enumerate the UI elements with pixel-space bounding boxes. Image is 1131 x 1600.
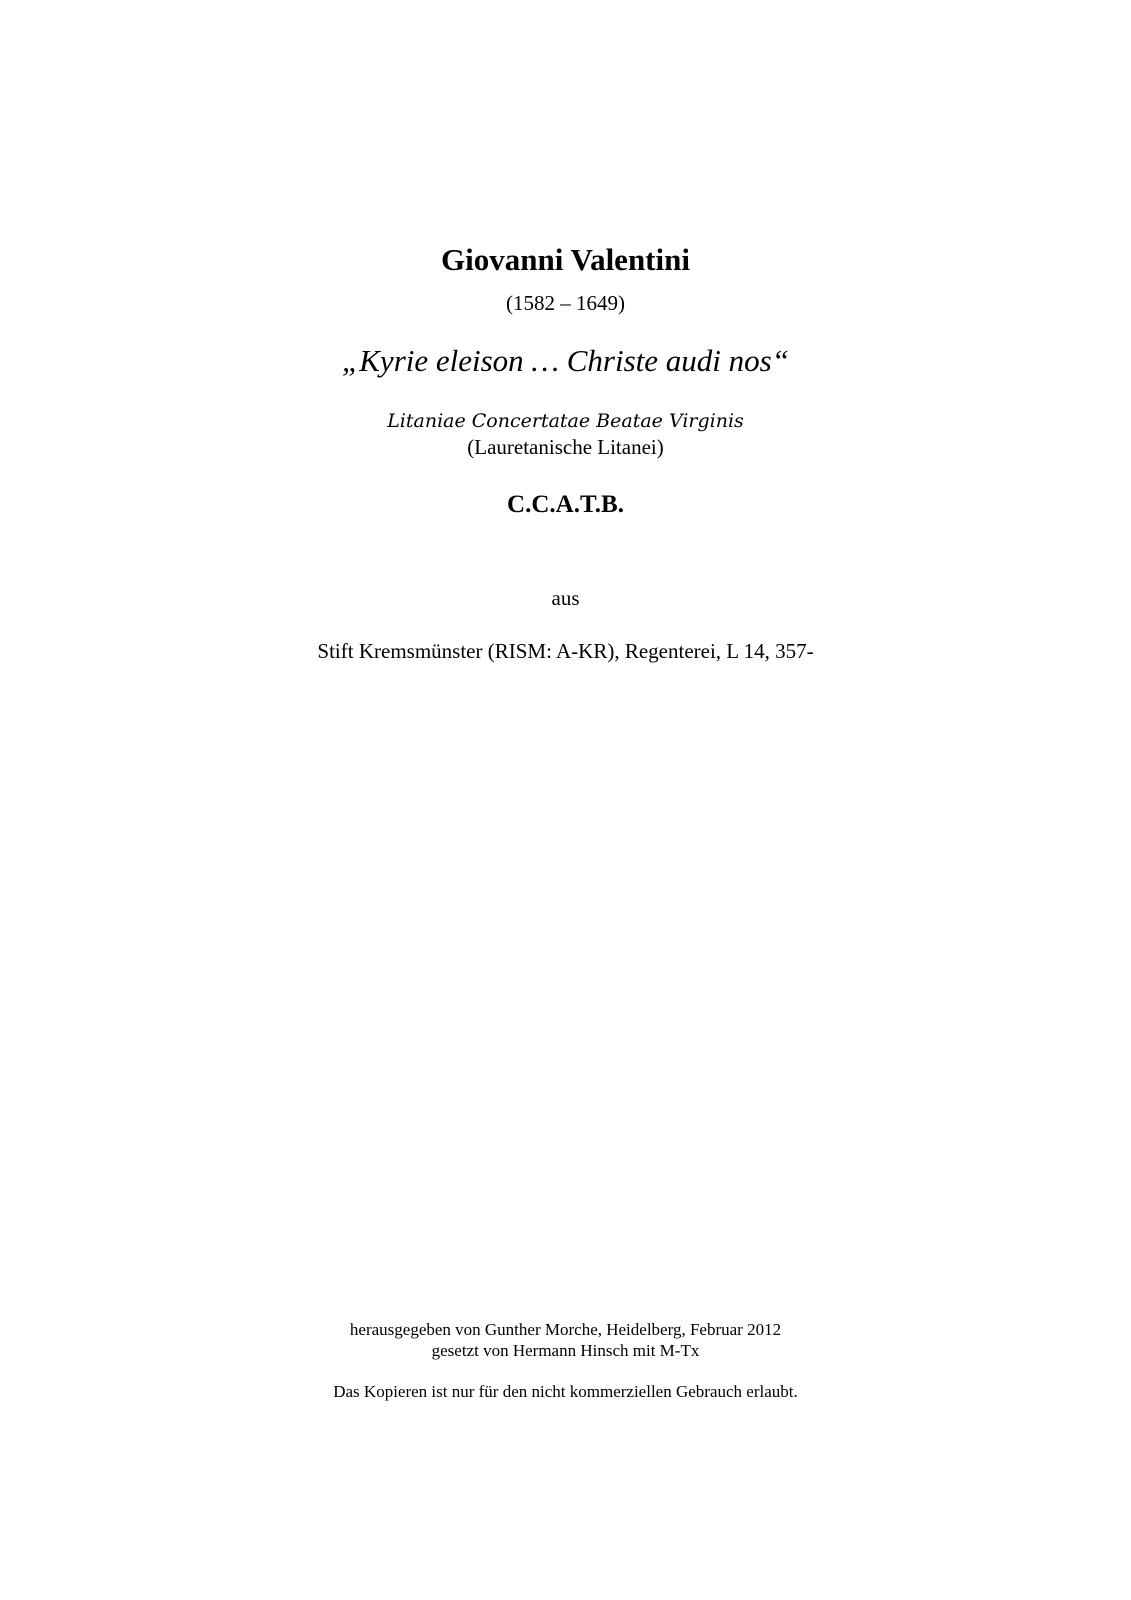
latin-subtitle: Litaniae Concertatae Beatae Virginis bbox=[387, 410, 744, 432]
german-subtitle: (Lauretanische Litanei) bbox=[467, 435, 664, 459]
typesetter-credit: gesetzt von Hermann Hinsch mit M-Tx bbox=[431, 1341, 700, 1360]
editor-credit: herausgegeben von Gunther Morche, Heidelberg, Februar 2012 bbox=[349, 1320, 782, 1339]
composer-name: Giovanni Valentini bbox=[441, 242, 690, 277]
voicing: C.C.A.T.B. bbox=[507, 491, 624, 518]
source-intro: aus bbox=[551, 586, 580, 610]
source-reference: Stift Kremsmünster (RISM: A-KR), Regenterei, L 14, 357- bbox=[317, 639, 814, 663]
copyright-notice: Das Kopieren ist nur für den nicht kommerziellen Gebrauch erlaubt. bbox=[333, 1382, 798, 1401]
composer-dates: (1582 – 1649) bbox=[506, 291, 625, 315]
work-title: „Kyrie eleison … Christe audi nos“ bbox=[342, 343, 789, 378]
